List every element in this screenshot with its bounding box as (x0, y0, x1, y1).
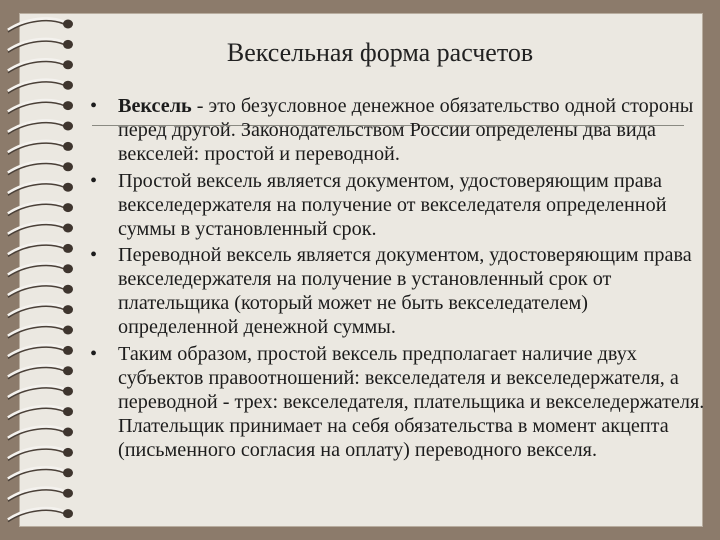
binding-hole (63, 346, 73, 355)
binding-hole (63, 326, 73, 335)
binding-hole (63, 101, 73, 110)
binding-ring (8, 80, 64, 91)
bullet-list (88, 95, 712, 463)
bullet-text: Простой вексель является документом, удостоверяющим права векселедержателя на получение от векселедателя определенной суммы в установленный срок. (118, 169, 667, 240)
binding-ring (8, 60, 64, 71)
binding-ring (8, 141, 64, 152)
bullet-text: Таким образом, простой вексель предполагает наличие двух субъектов правоотношений: векселедателя и векселедержателя, а переводной - трех: векселедателя, плательщика и векселедержателя. Плательщик принимает на себя обязательства в момент акцепта (письменного согласия на оплату) переводного векселя. (118, 343, 705, 461)
binding-ring (8, 202, 64, 213)
binding-ring (8, 386, 64, 397)
binding-hole (63, 81, 73, 90)
binding-hole (63, 448, 73, 457)
slide-title: Вексельная форма расчетов (226, 38, 534, 67)
bullet-marker: • (90, 343, 98, 366)
binding-hole (63, 285, 73, 294)
bullet-marker: • (90, 169, 98, 192)
binding-ring (8, 488, 64, 499)
binding-ring (8, 243, 64, 254)
binding-hole (63, 20, 73, 29)
binding-ring (8, 508, 64, 519)
binding-hole (63, 509, 73, 518)
binding-ring (8, 468, 64, 479)
bullet-item (88, 170, 712, 242)
bullet-text: - это безусловное денежное обязательство одной стороны перед другой. Законодательством России определены два вида векселей: простой и переводной. (118, 95, 694, 165)
binding-ring (8, 121, 64, 132)
binding-ring (8, 304, 64, 315)
binding-hole (63, 305, 73, 314)
binding-hole (63, 40, 73, 49)
binding-ring (8, 447, 64, 458)
bullet-item (88, 95, 712, 167)
binding-ring (8, 19, 64, 30)
binding-hole (63, 162, 73, 171)
binding-ring (8, 345, 64, 356)
bullet-marker: • (90, 95, 98, 117)
binding-hole (63, 60, 73, 69)
binding-hole (63, 407, 73, 416)
binding-ring (8, 284, 64, 295)
binding-ring (8, 100, 64, 111)
binding-ring (8, 39, 64, 50)
binding-hole (63, 428, 73, 437)
binding-ring (8, 162, 64, 173)
bullet-marker: • (90, 244, 98, 267)
binding-ring (8, 427, 64, 438)
binding-ring (8, 406, 64, 417)
binding-hole (63, 203, 73, 212)
binding-hole (63, 468, 73, 477)
binding-hole (63, 142, 73, 151)
binding-hole (63, 244, 73, 253)
binding-ring (8, 182, 64, 193)
binding-ring (8, 264, 64, 275)
bullet-item (88, 244, 712, 340)
binding-hole (63, 183, 73, 192)
spiral-binding (6, 14, 86, 526)
binding-hole (63, 122, 73, 131)
binding-hole (63, 489, 73, 498)
binding-hole (63, 224, 73, 233)
binding-hole (63, 264, 73, 273)
binding-hole (63, 366, 73, 375)
binding-ring (8, 223, 64, 234)
slide-content (88, 95, 712, 466)
binding-ring (8, 325, 64, 336)
binding-hole (63, 387, 73, 396)
bullet-text: Переводной вексель является документом, удостоверяющим права векселедержателя на получение в установленный срок от плательщика (который может не быть векселедателем) определенной денежной суммы. (118, 244, 692, 339)
binding-ring (8, 366, 64, 377)
bullet-term: Вексель (118, 95, 192, 117)
bullet-item (88, 343, 712, 463)
